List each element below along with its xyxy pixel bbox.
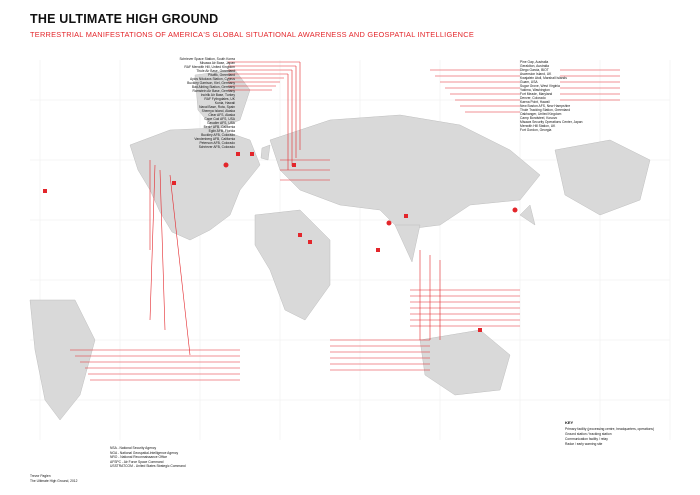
label-item: Trevor Paglen (30, 474, 51, 478)
site-marker (478, 328, 482, 332)
label-item: RAF Fylingdales, UK (204, 97, 235, 101)
label-item: Pituffik, Greenland (207, 73, 235, 77)
label-item: Buckley AFB, Colorado (201, 133, 235, 137)
site-marker (224, 163, 229, 168)
label-item: Oakhanger, United Kingdom (520, 112, 562, 116)
africa (255, 210, 330, 320)
site-marker (172, 181, 176, 185)
legend-items (565, 427, 685, 447)
uk (261, 145, 270, 160)
label-item: Kwajalein Atoll, Marshall Islands (520, 76, 567, 80)
label-item: Fort Gordon, Georgia (520, 128, 552, 132)
label-item: Pine Gap, Australia (520, 60, 549, 64)
site-marker (292, 163, 296, 167)
site-marker (250, 152, 254, 156)
label-item: Clear AFS, Alaska (208, 113, 235, 117)
label-item: Shemya Island, Alaska (201, 109, 235, 113)
label-item: Radar / early warning site (565, 442, 603, 446)
label-item: Ascension Island, UK (520, 72, 552, 76)
label-item: Diego Garcia, BIOT (520, 68, 549, 72)
label-item: Schriever AFB, Colorado (198, 145, 235, 149)
japan (520, 205, 535, 225)
india (395, 225, 420, 262)
site-marker (376, 248, 380, 252)
label-item: Ground station / tracking station (565, 432, 612, 436)
label-item: Yakima, Washington (520, 88, 550, 92)
site-marker (298, 233, 302, 237)
footer (30, 474, 180, 483)
label-item: Buckley Garrison, Kiel, Germany (187, 81, 235, 85)
poster-title: THE ULTIMATE HIGH GROUND (30, 12, 219, 26)
labels-left (95, 57, 235, 149)
labels-right (520, 60, 670, 132)
label-item: NRO - National Reconnaissance Office (110, 455, 168, 459)
label-item: Vandenberg AFB, California (194, 137, 235, 141)
legend (565, 420, 685, 447)
label-item: Schriever Space Station, South Korea (179, 57, 235, 61)
label-item: Kunia, Hawaii (214, 101, 235, 105)
label-item: Fort Meade, Maryland (520, 92, 553, 96)
label-item: Thule Air Base, Greenland (196, 69, 235, 73)
site-marker (308, 240, 312, 244)
site-marker (404, 214, 408, 218)
right-label-list (520, 60, 670, 132)
label-item: Guam, USA (520, 80, 538, 84)
label-item: Menwith Hill Station, UK (520, 124, 556, 128)
bottom-label-list (110, 446, 510, 469)
label-item: NGA - National Geospatial-Intelligence Agency (110, 450, 179, 455)
eurasia (270, 115, 540, 230)
label-item: USSTRATCOM - United States Strategic Command (110, 464, 186, 468)
site-marker (387, 221, 392, 226)
site-marker (43, 189, 47, 193)
label-item: Ramstein Air Base, Germany (192, 89, 235, 93)
label-item: Incirlik Air Base, Turkey (200, 93, 235, 97)
footer-lines (30, 474, 180, 483)
legend-heading: KEY (565, 420, 574, 425)
label-item: RAF Menwith Hill, United Kingdom (184, 65, 235, 69)
north-america-right (555, 140, 650, 215)
site-marker (236, 152, 240, 156)
label-item: Bad Aibling Station, Germany (191, 85, 235, 89)
left-label-list (95, 57, 235, 149)
label-item: Camp Bondsteel, Kosovo (520, 116, 558, 120)
label-item: Denver, Colorado (520, 96, 546, 100)
label-item: Kaena Point, Hawaii (520, 100, 550, 104)
label-item: The Ultimate High Ground, 2012 (30, 478, 78, 483)
label-item: Misawa Security Operations Center, Japan (520, 120, 583, 124)
label-item: Ayios Nikolaos Station, Cyprus (189, 77, 235, 81)
label-item: Naval Base, Rota, Spain (199, 105, 235, 109)
label-item: AFSPC - Air Force Space Command (110, 459, 164, 464)
label-item: Sugar Grove, West Virginia (520, 84, 560, 88)
site-marker (513, 208, 518, 213)
label-item: Communication facility / relay (565, 437, 608, 441)
label-item: Geraldton, Australia (520, 64, 549, 68)
label-item: Eglin AFB, Florida (208, 129, 235, 133)
label-item: Beale AFB, California (203, 125, 235, 129)
label-item: Misawa Air Base, Japan (199, 61, 235, 65)
label-item: Cape Cod AFS, USA (204, 117, 235, 121)
label-item: Peterson AFB, Colorado (199, 141, 235, 145)
label-item: NSA - National Security Agency (110, 446, 157, 450)
label-item: Cavalier AFS, USA (207, 121, 235, 125)
label-item: New Boston AFS, New Hampshire (520, 104, 571, 108)
label-item: Thule Tracking Station, Greenland (520, 108, 571, 112)
poster-subtitle: TERRESTRIAL MANIFESTATIONS OF AMERICA'S GLOBAL SITUATIONAL AWARENESS AND GEOSPATIAL INTELLIGENCE (30, 30, 475, 39)
agency-key (110, 446, 510, 469)
label-item: Primary facility (processing centre, headquarters, operations) (565, 427, 655, 431)
